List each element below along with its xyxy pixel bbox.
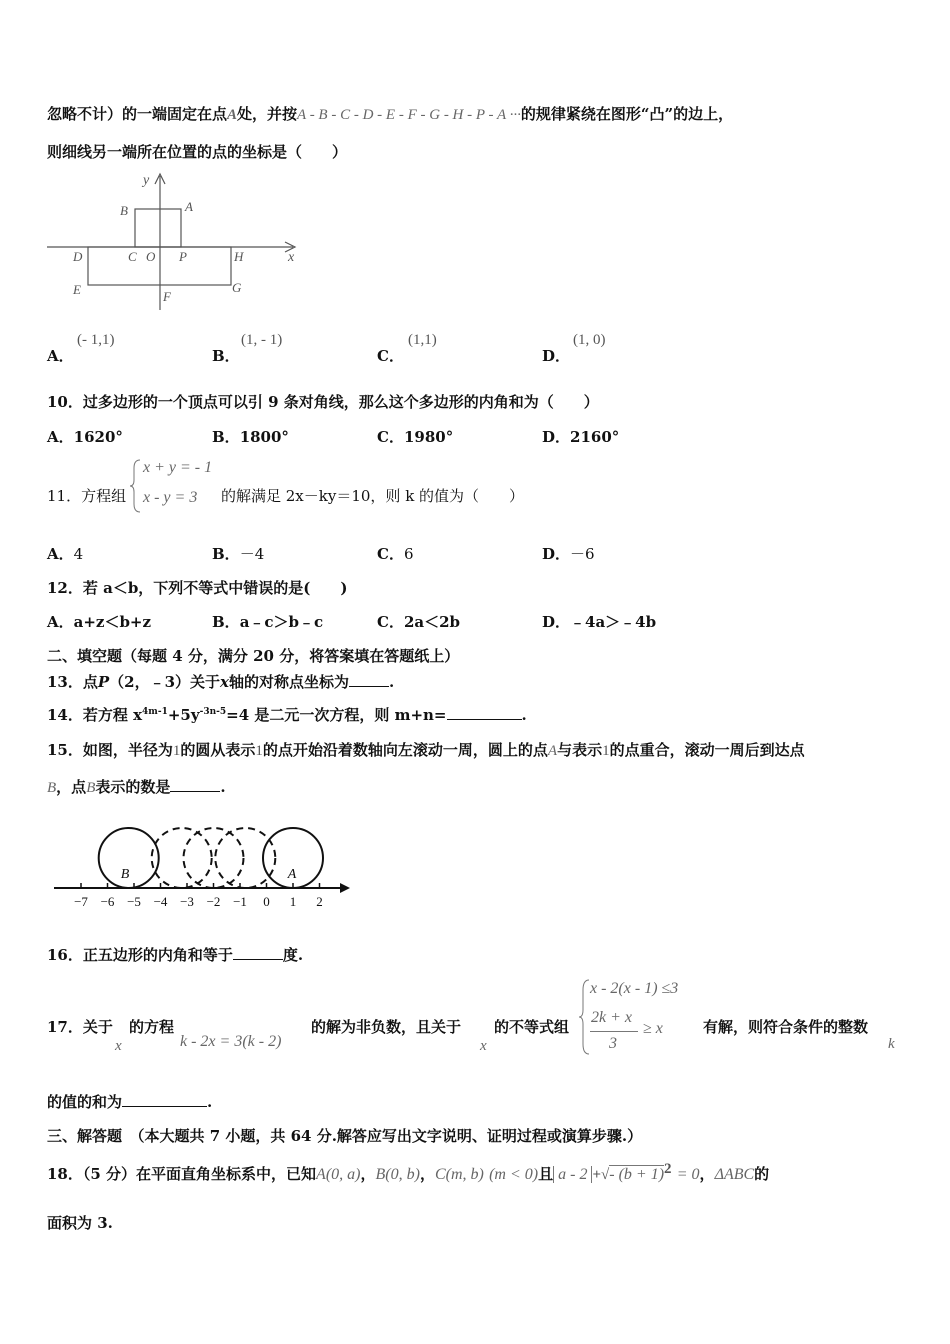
tick-label: −7 (74, 894, 88, 909)
q17-x1: x (115, 1038, 122, 1054)
label-A: A (287, 867, 297, 882)
q11-post: 的解满足 2x－ky＝10，则 k 的值为（ ） (221, 487, 525, 505)
label-C: C (128, 249, 137, 264)
tick-label: −5 (127, 894, 141, 909)
q10-option-a: A．1620° (47, 428, 123, 446)
q9-line2: 则细线另一端所在位置的点的坐标是（ ） (47, 143, 348, 161)
q15-answer-blank[interactable] (170, 777, 220, 792)
tick-label: −4 (153, 894, 168, 909)
tick-label: 1 (289, 894, 297, 909)
q17-mid2: 的解为非负数，且关于 (311, 1018, 462, 1036)
q11-brace (130, 458, 142, 514)
label-O: O (146, 249, 156, 264)
q17-mid3: 的不等式组 (494, 1018, 570, 1036)
tick-label: −3 (180, 894, 194, 909)
label-F: F (163, 289, 171, 304)
q14-answer-blank[interactable] (447, 705, 522, 720)
label-D: D (73, 249, 83, 264)
q17-mid1: 的方程 (129, 1018, 175, 1036)
q9-option-d-letter: D． (542, 347, 571, 365)
q11-option-a: A．4 (47, 545, 84, 563)
q17-k: k (888, 1036, 895, 1052)
label-A: A (185, 199, 193, 214)
circle-dashed (215, 828, 275, 888)
q10-stem: 10．过多边形的一个顶点可以引 9 条对角线，那么这个多边形的内角和为（ ） (47, 393, 599, 411)
q9-option-d-value: (1, 0) (573, 332, 606, 348)
q12-stem: 12．若 a＜b，下列不等式中错误的是( ) (47, 579, 348, 597)
section3-heading: 三、解答题 （本大题共 7 小题，共 64 分.解答应写出文字说明、证明过程或演算步骤.） (47, 1127, 643, 1145)
q17-ineq1: x - 2(x - 1) ≤3 (590, 980, 679, 997)
label-P: P (179, 249, 187, 264)
q9-line1: 忽略不计）的一端固定在点A处，并按A - B - C - D - E - F - G - H - P - A ···的规律紧绕在图形“凸”的边上， (47, 105, 734, 123)
q10-option-b: B．1800° (212, 428, 289, 446)
label-B: B (120, 867, 130, 882)
tick-label: 0 (263, 894, 270, 909)
tick-label: 2 (316, 894, 323, 909)
q15-line1: 15．如图，半径为1的圆从表示1的点开始沿着数轴向左滚动一周，圆上的点A与表示1的点重合，滚动一周后到达点 (47, 741, 805, 759)
q10-option-d: D．2160° (542, 428, 620, 446)
q12-option-d: D．﹣4a＞﹣4b (542, 613, 657, 631)
tick-label: −2 (206, 894, 221, 909)
number-line-arrow (340, 883, 350, 893)
label-y: y (143, 173, 150, 188)
q13-line: 13．点P（2，﹣3）关于x轴的对称点坐标为 . (47, 673, 395, 691)
circle-dashed (152, 828, 212, 888)
q9-option-b-letter: B． (212, 347, 240, 365)
q15-figure (50, 815, 360, 915)
q11-pre: 11．方程组 (47, 487, 127, 505)
label-E: E (73, 282, 81, 297)
q18-line1: 18．（5 分）在平面直角坐标系中，已知A(0, a)，B(0, b)，C(m, b) (m < 0)且 a - 2 +√- $(b + 1)^2 = 0$，ΔABC的 (47, 1161, 770, 1183)
q12-option-a: A．a+z＜b+z (47, 613, 152, 631)
q9-option-b-value: (1, - 1) (241, 332, 283, 348)
q17-frac-den: 3 (609, 1035, 617, 1052)
q15-line2: B，点B表示的数是 . (47, 778, 226, 796)
q17-pre: 17．关于 (47, 1018, 113, 1036)
q18-line2: 面积为 3. (47, 1214, 113, 1232)
label-H: H (234, 249, 244, 264)
label-B: B (120, 203, 128, 218)
q11-eq1: x + y = - 1 (143, 459, 213, 476)
q17-line2: 的值的和为 . (47, 1093, 213, 1111)
q17-frac-num: 2k + x (591, 1009, 632, 1026)
q12-option-c: C．2a＜2b (377, 613, 461, 631)
q17-post: 有解，则符合条件的整数 (703, 1018, 869, 1036)
tick-label: −1 (233, 894, 247, 909)
section2-heading: 二、填空题（每题 4 分，满分 20 分，将答案填在答题纸上） (47, 647, 460, 665)
q9-option-c-letter: C． (377, 347, 404, 365)
q11-eq2: x - y = 3 (143, 489, 198, 506)
label-G: G (232, 280, 242, 295)
q17-x2: x (480, 1038, 487, 1054)
q11-option-c: C．6 (377, 545, 414, 563)
q12-option-b: B．a﹣c＞b﹣c (212, 613, 324, 631)
q17-frac-bar (590, 1031, 638, 1032)
q17-ineq2-rel: ≥ x (643, 1020, 663, 1037)
q16-line: 16．正五边形的内角和等于 度. (47, 946, 304, 964)
q13-answer-blank[interactable] (349, 672, 389, 687)
q17-answer-blank[interactable] (122, 1092, 207, 1107)
tick-label: −6 (100, 894, 115, 909)
q9-option-c-value: (1,1) (408, 332, 437, 348)
label-x: x (288, 250, 295, 265)
q9-option-a-letter: A． (47, 347, 74, 365)
circle-dashed (184, 828, 244, 888)
q11-option-b: B．－4 (212, 545, 265, 563)
q16-answer-blank[interactable] (233, 945, 283, 960)
q17-equation: k - 2x = 3(k - 2) (180, 1033, 282, 1050)
q10-option-c: C．1980° (377, 428, 454, 446)
q9-option-a-value: (- 1,1) (77, 332, 115, 348)
q11-option-d: D．－6 (542, 545, 595, 563)
q9-figure (45, 172, 305, 312)
q14-line: 14．若方程 $x^{4m-1}+5y^{-3n-5}=4$ 是二元一次方程，则 m+n= . (47, 706, 527, 724)
bump-square (135, 209, 181, 247)
